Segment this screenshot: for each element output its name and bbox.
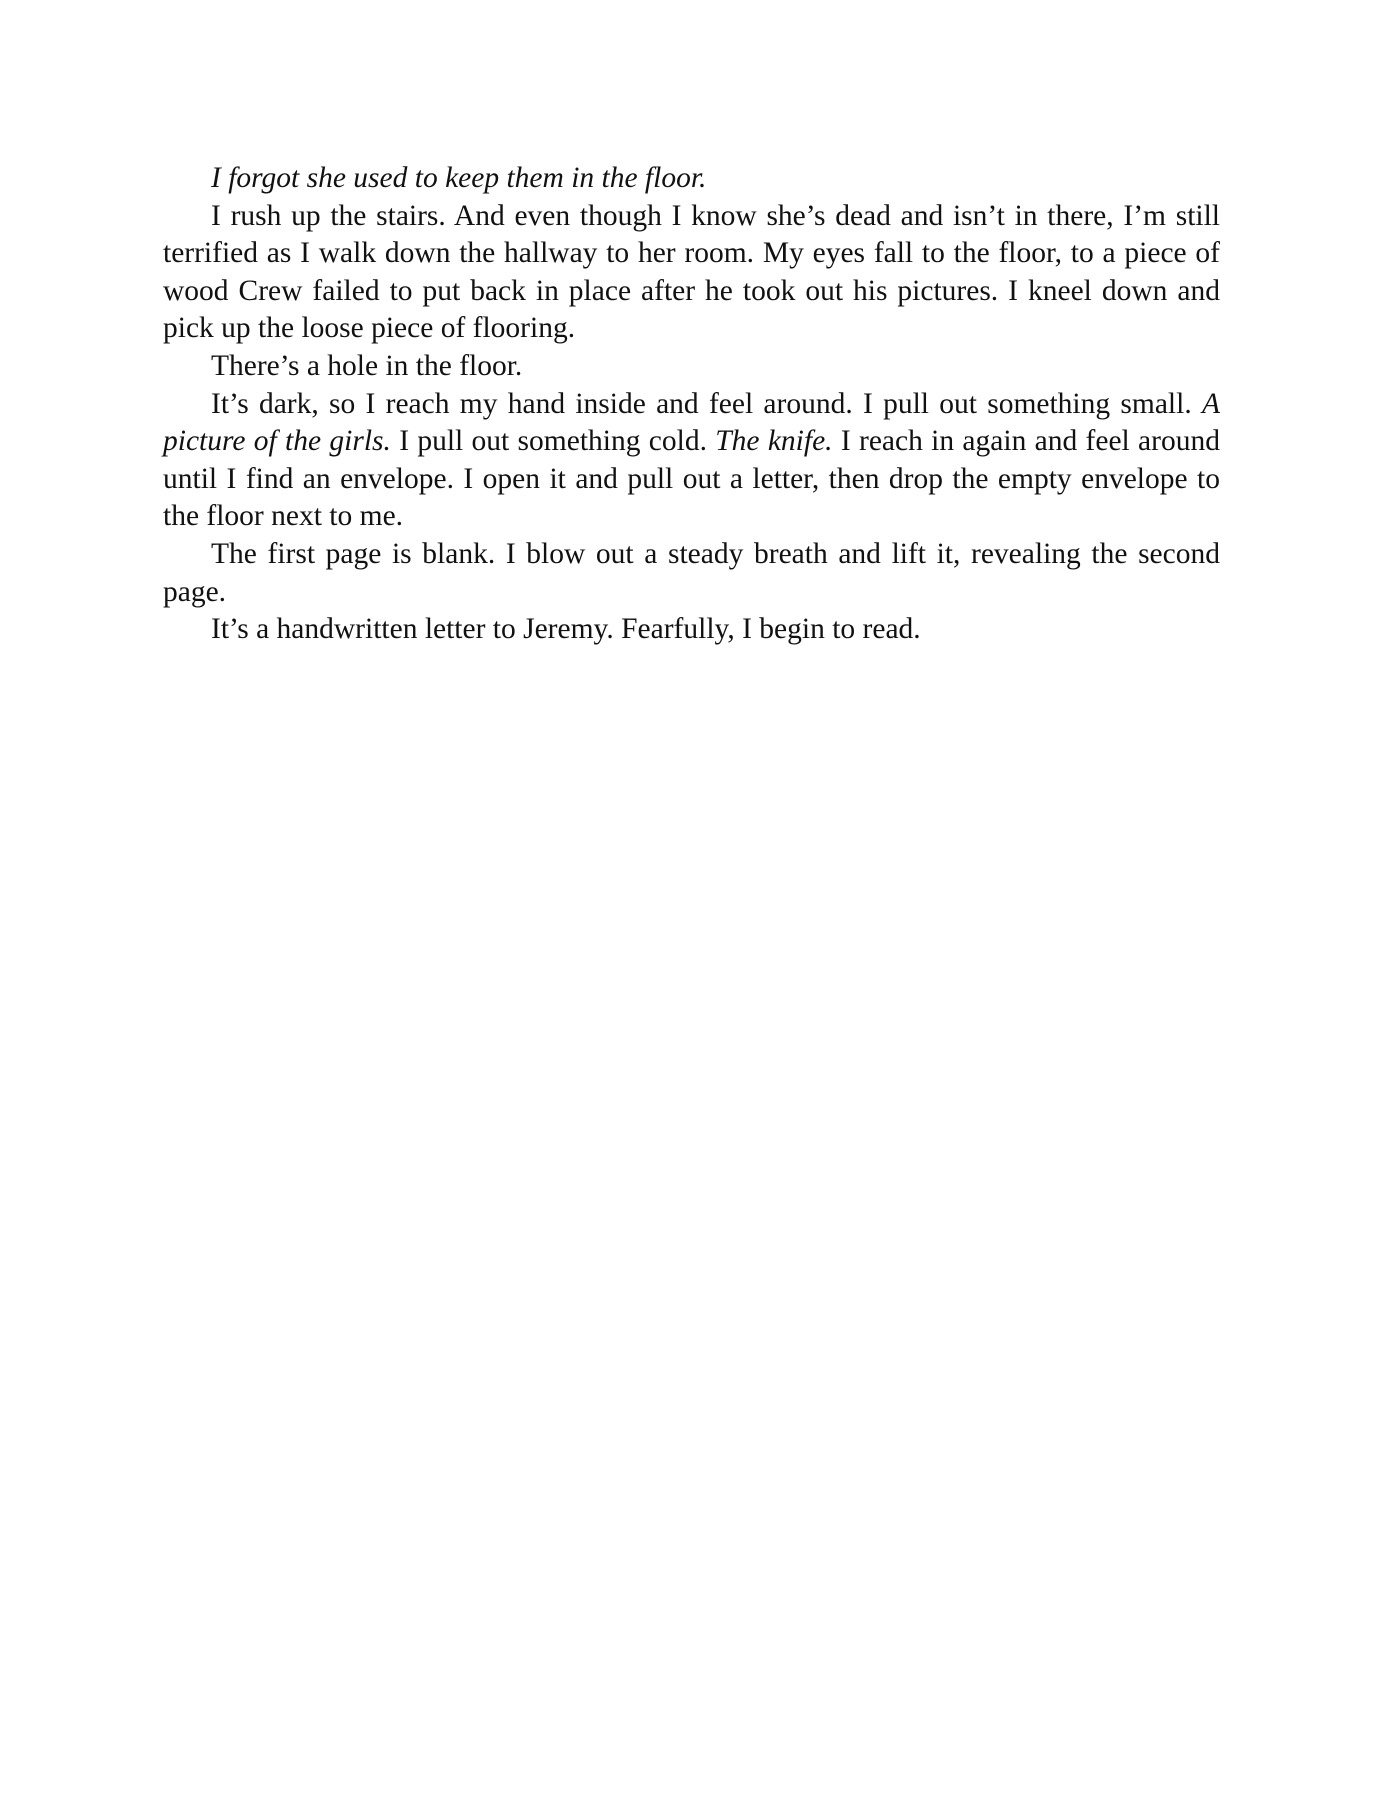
paragraph-2	[163, 198, 1220, 348]
paragraph-5-text: The first page is blank. I blow out a steady breath and lift it, revealing the second page.	[163, 537, 1220, 608]
paragraph-4-text-b: I pull out something cold.	[390, 425, 716, 458]
paragraph-1-text: I forgot she used to keep them in the floor.	[211, 162, 707, 194]
paragraph-6-text: It’s a handwritten letter to Jeremy. Fearfully, I begin to read.	[211, 613, 921, 646]
paragraph-5	[163, 536, 1220, 611]
paragraph-3	[163, 348, 1220, 386]
paragraph-4-text-c: I reach in again and feel around until I find an envelope. I open it and pull out a letter, then drop the empty envelope to the floor next to me.	[163, 425, 1220, 533]
paragraph-4-italic-knife: The knife.	[715, 425, 833, 458]
paragraph-4-italic-picture: A picture of the girls.	[163, 387, 1220, 458]
document-page	[163, 160, 1220, 649]
paragraph-4	[163, 386, 1220, 536]
paragraph-4-text-a: It’s dark, so I reach my hand inside and feel around. I pull out something small.	[211, 387, 1202, 420]
paragraph-3-text: There’s a hole in the floor.	[211, 349, 523, 382]
paragraph-2-text: I rush up the stairs. And even though I know she’s dead and isn’t in there, I’m still terrified as I walk down the hallway to her room. My eyes fall to the floor, to a piece of wood Crew failed to put back in place after he took out his pictures. I kneel down and pick up the loose piece of flooring.	[163, 199, 1220, 345]
paragraph-6	[163, 611, 1220, 649]
paragraph-1	[163, 160, 1220, 198]
